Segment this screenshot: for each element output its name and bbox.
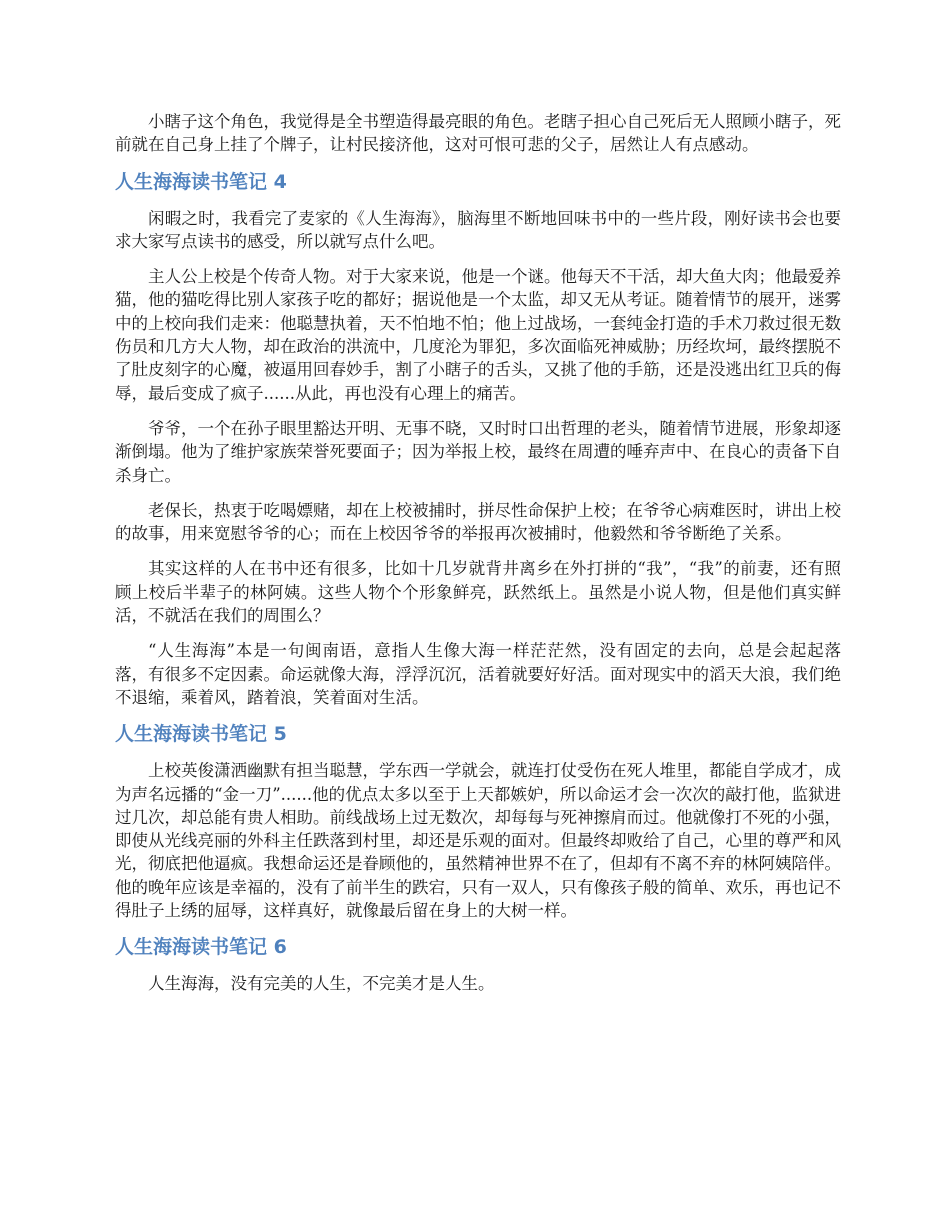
document-body xyxy=(115,110,841,1008)
body-paragraph: 老保长，热衷于吃喝嫖赌，却在上校被捕时，拼尽性命保护上校；在爷爷心病难医时，讲出上校的故事，用来宽慰爷爷的心；而在上校因爷爷的举报再次被捕时，他毅然和爷爷断绝了关系。 xyxy=(115,500,841,544)
section-heading: 人生海海读书笔记 5 xyxy=(115,723,287,746)
section-heading: 人生海海读书笔记 4 xyxy=(115,170,287,193)
body-paragraph: 人生海海，没有完美的人生，不完美才是人生。 xyxy=(148,974,495,994)
body-paragraph: 小瞎子这个角色，我觉得是全书塑造得最亮眼的角色。老瞎子担心自己死后无人照顾小瞎子，死前就在自己身上挂了个牌子，让村民接济他，这对可恨可悲的父子，居然让人有点感动。 xyxy=(115,112,841,155)
body-paragraph: 闲暇之时，我看完了麦家的《人生海海》，脑海里不断地回味书中的一些片段，刚好读书会也要求大家写点读书的感受，所以就写点什么吧。 xyxy=(115,208,841,251)
body-paragraph: 其实这样的人在书中还有很多，比如十几岁就背井离乡在外打拼的“我”，“我”的前妻，还有照顾上校后半辈子的林阿姨。这些人物个个形象鲜亮，跃然纸上。虽然是小说人物，但是他们真实鲜活，不就活在我们的周围么？ xyxy=(115,559,841,626)
section-heading: 人生海海读书笔记 6 xyxy=(115,936,287,959)
body-paragraph: 上校英俊潇洒幽默有担当聪慧，学东西一学就会，就连打仗受伤在死人堆里，都能自学成才，成为声名远播的“金一刀”......他的优点太多以至于上天都嫉妒，所以命运才会一次次的敲打他，监狱进过几次，却总能有贵人相助。前线战场上过无数次，却每每与死神擦肩而过。他就像打不死的小强，即使从光线亮丽的外科主任跌落到村里，却还是乐观的面对。但最终却败给了自己，心里的尊严和风光，彻底把他逼疯。我想命运还是眷顾他的，虽然精神世界不在了，但却有不离不弃的林阿姨陪伴。他的晚年应该是幸福的，没有了前半生的跌宕，只有一双人，只有像孩子般的简单、欢乐，再也记不得肚子上绣的屈辱，这样真好，就像最后留在身上的大树一样。 xyxy=(115,761,841,921)
body-paragraph: 主人公上校是个传奇人物。对于大家来说，他是一个谜。他每天不干活，却大鱼大肉；他最爱养猫，他的猫吃得比别人家孩子吃的都好；据说他是一个太监，却又无从考证。随着情节的展开，迷雾中的上校向我们走来：他聪慧执着，天不怕地不怕；他上过战场，一套纯金打造的手术刀救过很无数伤员和几方大人物，却在政治的洪流中，几度沦为罪犯，多次面临死神威胁；历经坎坷，最终摆脱不了肚皮刻字的心魔，被逼用回春妙手，割了小瞎子的舌头，又挑了他的手筋，还是没逃出红卫兵的侮辱，最后变成了疯子......从此，再也没有心理上的痛苦。 xyxy=(115,267,841,403)
body-paragraph: “人生海海”本是一句闽南语，意指人生像大海一样茫茫然，没有固定的去向，总是会起起落落，有很多不定因素。命运就像大海，浮浮沉沉，活着就要好好活。面对现实中的滔天大浪，我们绝不退缩，乘着风，踏着浪，笑着面对生活。 xyxy=(115,641,841,707)
body-paragraph: 爷爷，一个在孙子眼里豁达开明、无事不晓，又时时口出哲理的老头，随着情节进展，形象却逐渐倒塌。他为了维护家族荣誉死要面子；因为举报上校，最终在周遭的唾弃声中、在良心的责备下自杀身亡。 xyxy=(115,418,841,485)
